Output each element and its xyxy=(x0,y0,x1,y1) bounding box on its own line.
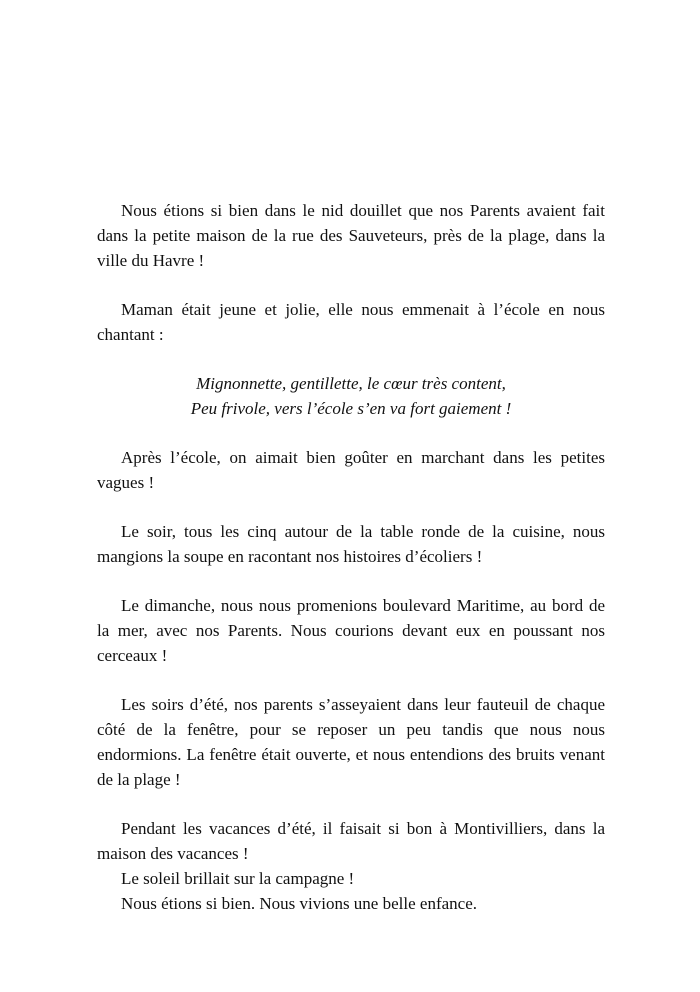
text-body xyxy=(97,198,605,916)
paragraph-soleil: Le soleil brillait sur la campagne ! xyxy=(121,869,355,888)
paragraph-apres-ecole: Après l’école, on aimait bien goûter en marchant dans les petites vagues ! xyxy=(97,448,605,492)
paragraph-belle-enfance: Nous étions si bien. Nous vivions une belle enfance. xyxy=(121,894,477,913)
paragraph-vacances: Pendant les vacances d’été, il faisait si bon à Montivilliers, dans la maison des vacances ! xyxy=(97,819,605,863)
poem-verse xyxy=(97,371,605,421)
paragraph-soirs-ete: Les soirs d’été, nos parents s’asseyaient dans leur fauteuil de chaque côté de la fenêtre, pour se reposer un peu tandis que nous nous endormions. La fenêtre était ouverte, et nous entendions des bruits venant de la plage ! xyxy=(97,695,605,789)
paragraph-maman: Maman était jeune et jolie, elle nous emmenait à l’école en nous chantant : xyxy=(97,300,605,344)
paragraph-le-soir: Le soir, tous les cinq autour de la table ronde de la cuisine, nous mangions la soupe en racontant nos histoires d’écoliers ! xyxy=(97,522,605,566)
paragraph-dimanche: Le dimanche, nous nous promenions boulevard Maritime, au bord de la mer, avec nos Parents. Nous courions devant eux en poussant nos cerceaux ! xyxy=(97,596,605,665)
poem-line: Mignonnette, gentillette, le cœur très content, xyxy=(196,374,506,393)
paragraph-nid-douillet: Nous étions si bien dans le nid douillet que nos Parents avaient fait dans la petite maison de la rue des Sauveteurs, près de la plage, dans la ville du Havre ! xyxy=(97,201,605,270)
poem-line: Peu frivole, vers l’école s’en va fort gaiement ! xyxy=(190,399,512,418)
